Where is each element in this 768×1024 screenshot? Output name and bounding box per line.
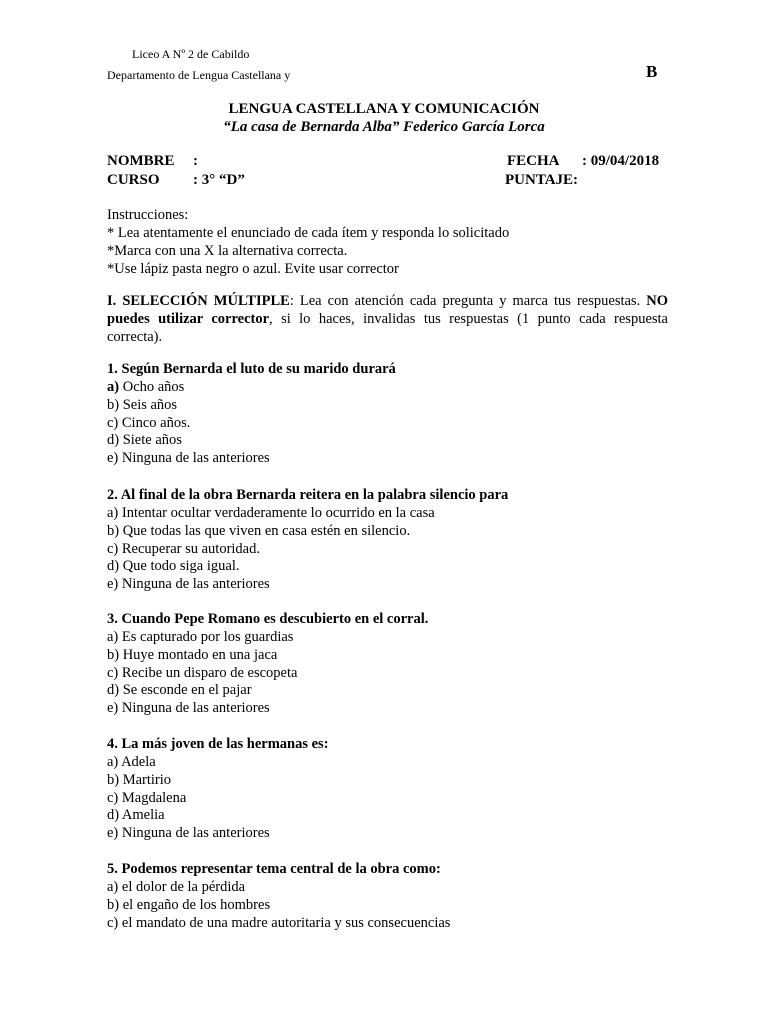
curso-label: CURSO [107,172,160,188]
question-text: 5. Podemos representar tema central de la obra como: [107,861,441,877]
option-e[interactable]: e) Ninguna de las anteriores [107,576,270,593]
option-b[interactable]: b) Seis años [107,396,178,413]
question-text: 4. La más joven de las hermanas es: [107,736,329,752]
fecha-value: : 09/04/2018 [582,153,660,169]
option-a[interactable] [107,378,667,396]
section-text: : Lea con atención cada pregunta y marca tus respuestas. [289,293,647,309]
option-b[interactable]: b) el engaño de los hombres [107,896,271,913]
option-a[interactable]: a) Adela [107,754,156,770]
nombre-label: NOMBRE [107,153,175,169]
question-3 [107,610,667,717]
option-c[interactable]: c) Cinco años. [107,414,191,431]
option-text: Ocho años [119,379,185,395]
option-a[interactable]: a) Intentar ocultar verdaderamente lo ocurrido en la casa [107,505,435,521]
school-name: Liceo A Nº 2 de Cabildo [132,47,250,61]
option-d[interactable]: d) Se esconde en el pajar [107,682,252,699]
nombre-field[interactable]: : [193,153,198,169]
section-heading [107,292,668,346]
option-c[interactable]: c) el mandato de una madre autoritaria y sus consecuencias [107,914,451,931]
puntaje-field[interactable]: PUNTAJE: [505,172,579,188]
section-label: I. SELECCIÓN MÚLTIPLE [107,293,290,309]
question-1 [107,360,667,467]
instructions-heading: Instrucciones: [107,207,189,223]
option-letter: a) [107,379,120,395]
option-d[interactable]: d) Siete años [107,432,182,449]
option-a[interactable]: a) el dolor de la pérdida [107,879,246,895]
section-warning: NO puedes utilizar corrector [107,293,668,327]
question-5 [107,860,667,931]
question-text: 3. Cuando Pepe Romano es descubierto en el corral. [107,611,429,627]
document-subtitle: “La casa de Bernarda Alba” Federico García Lorca [223,119,545,135]
document-title: LENGUA CASTELLANA Y COMUNICACIÓN [228,101,540,117]
option-e[interactable]: e) Ninguna de las anteriores [107,700,270,717]
option-b[interactable]: b) Martirio [107,771,172,788]
instruction-line: * Lea atentamente el enunciado de cada ítem y responda lo solicitado [107,225,510,241]
curso-value: : 3° “D” [193,172,245,188]
option-a[interactable]: a) Es capturado por los guardias [107,629,294,645]
option-c[interactable]: c) Magdalena [107,789,187,806]
option-c[interactable]: c) Recibe un disparo de escopeta [107,664,298,681]
test-version: B [646,62,658,81]
instruction-line: *Marca con una X la alternativa correcta. [107,243,348,259]
question-2 [107,486,667,593]
option-e[interactable]: e) Ninguna de las anteriores [107,450,270,467]
option-d[interactable]: d) Amelia [107,807,165,824]
option-d[interactable]: d) Que todo siga igual. [107,558,240,575]
option-e[interactable]: e) Ninguna de las anteriores [107,825,270,842]
option-b[interactable]: b) Huye montado en una jaca [107,646,278,663]
instruction-line: *Use lápiz pasta negro o azul. Evite usar corrector [107,261,399,277]
question-text: 2. Al final de la obra Bernarda reitera en la palabra silencio para [107,487,509,503]
question-4 [107,735,667,842]
instructions-block [107,206,667,278]
option-c[interactable]: c) Recuperar su autoridad. [107,540,260,557]
option-b[interactable]: b) Que todas las que viven en casa estén en silencio. [107,522,411,539]
fecha-label: FECHA [507,153,560,169]
section-text-end: , si lo haces, invalidas tus respuestas (1 punto cada respuesta correcta). [107,311,668,345]
department-name: Departamento de Lengua Castellana y [107,68,291,82]
question-text: 1. Según Bernarda el luto de su marido durará [107,361,396,377]
